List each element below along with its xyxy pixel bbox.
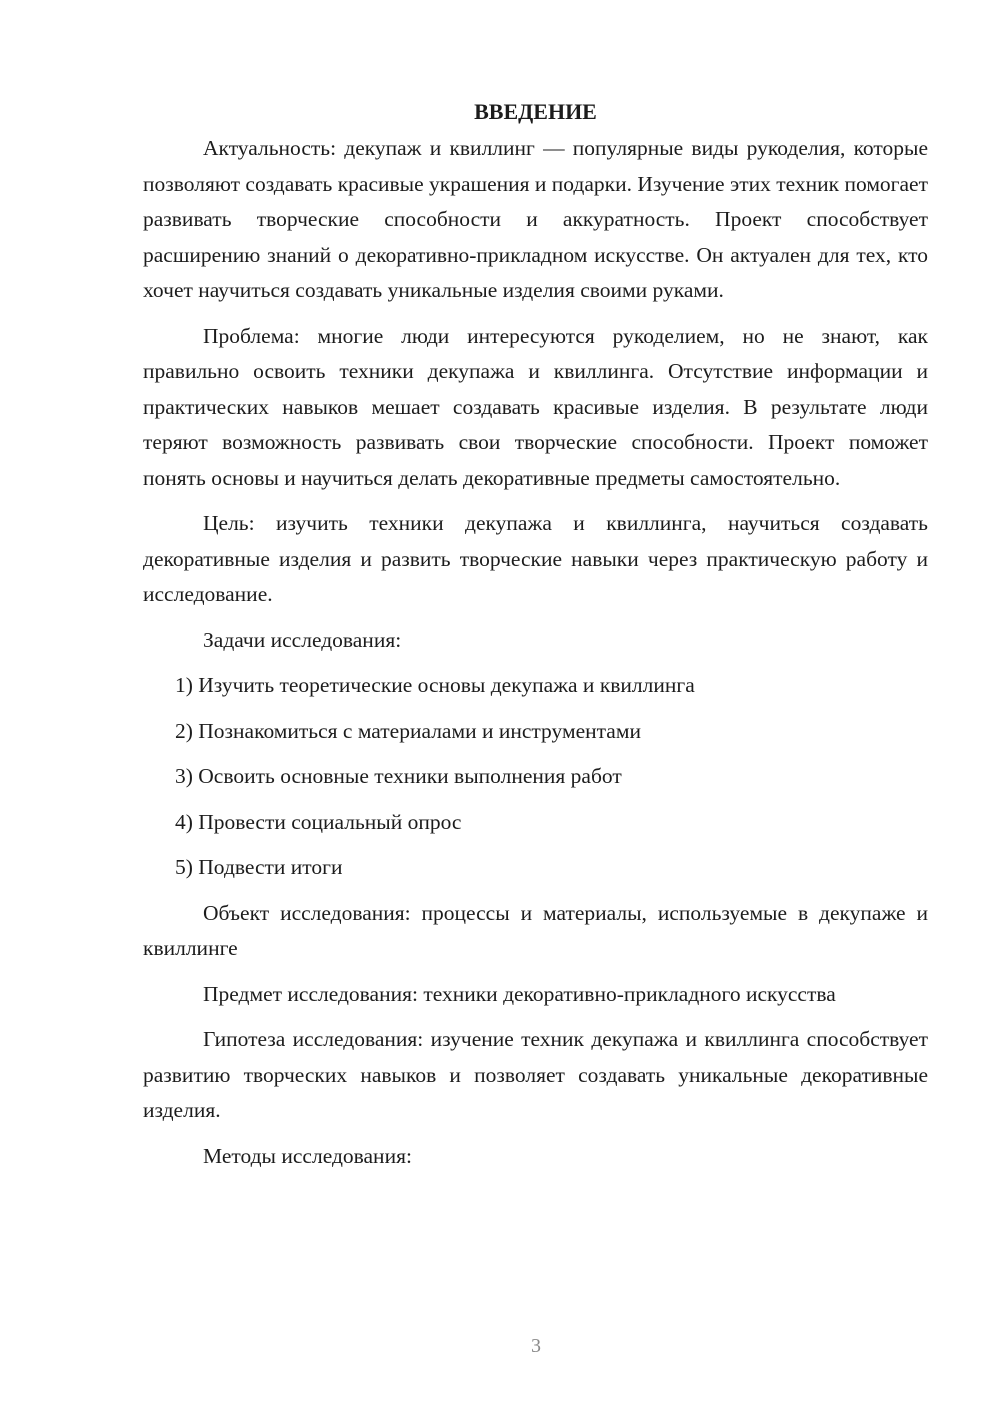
methods-heading: Методы исследования: [203,1143,412,1168]
task-item: 5) Подвести итоги [175,855,343,879]
task-item: 2) Познакомиться с материалами и инструментами [175,718,641,743]
task-item: 3) Освоить основные техники выполнения работ [175,764,622,788]
relevance-paragraph: Актуальность: декупаж и квиллинг — популярные виды рукоделия, которые позволяют создавать красивые украшения и подарки. Изучение этих техник помогает развивать творческие способности и аккуратность. Проект способствует расширению знаний о декоративно-прикладном искусстве. Он актуален для тех, кто хочет научиться создавать уникальные изделия своими руками. [143,136,928,302]
task-item: 4) Провести социальный опрос [175,809,462,834]
subject-paragraph: Предмет исследования: техники декоративно-прикладного искусства [203,981,836,1006]
goal-paragraph: Цель: изучить техники декупажа и квиллинга, научиться создавать декоративные изделия и развить творческие навыки через практическую работу и исследование. [143,511,928,606]
page-number: 3 [531,1335,541,1357]
hypothesis-paragraph: Гипотеза исследования: изучение техник декупажа и квиллинга способствует развитию творческих навыков и позволяет создавать уникальные декоративные изделия. [143,1027,928,1122]
problem-paragraph: Проблема: многие люди интересуются рукоделием, но не знают, как правильно освоить техники декупажа и квиллинга. Отсутствие информации и практических навыков мешает создавать красивые изделия. В результате люди теряют возможность развивать свои творческие способности. Проект поможет понять основы и научиться делать декоративные предметы самостоятельно. [143,323,928,490]
tasks-list [143,668,928,886]
object-paragraph: Объект исследования: процессы и материалы, используемые в декупаже и квиллинге [143,900,928,960]
page-content [143,94,928,1184]
task-item: 1) Изучить теоретические основы декупажа и квиллинга [175,673,695,697]
tasks-heading: Задачи исследования: [203,627,402,652]
section-title: ВВЕДЕНИЕ [474,99,597,124]
